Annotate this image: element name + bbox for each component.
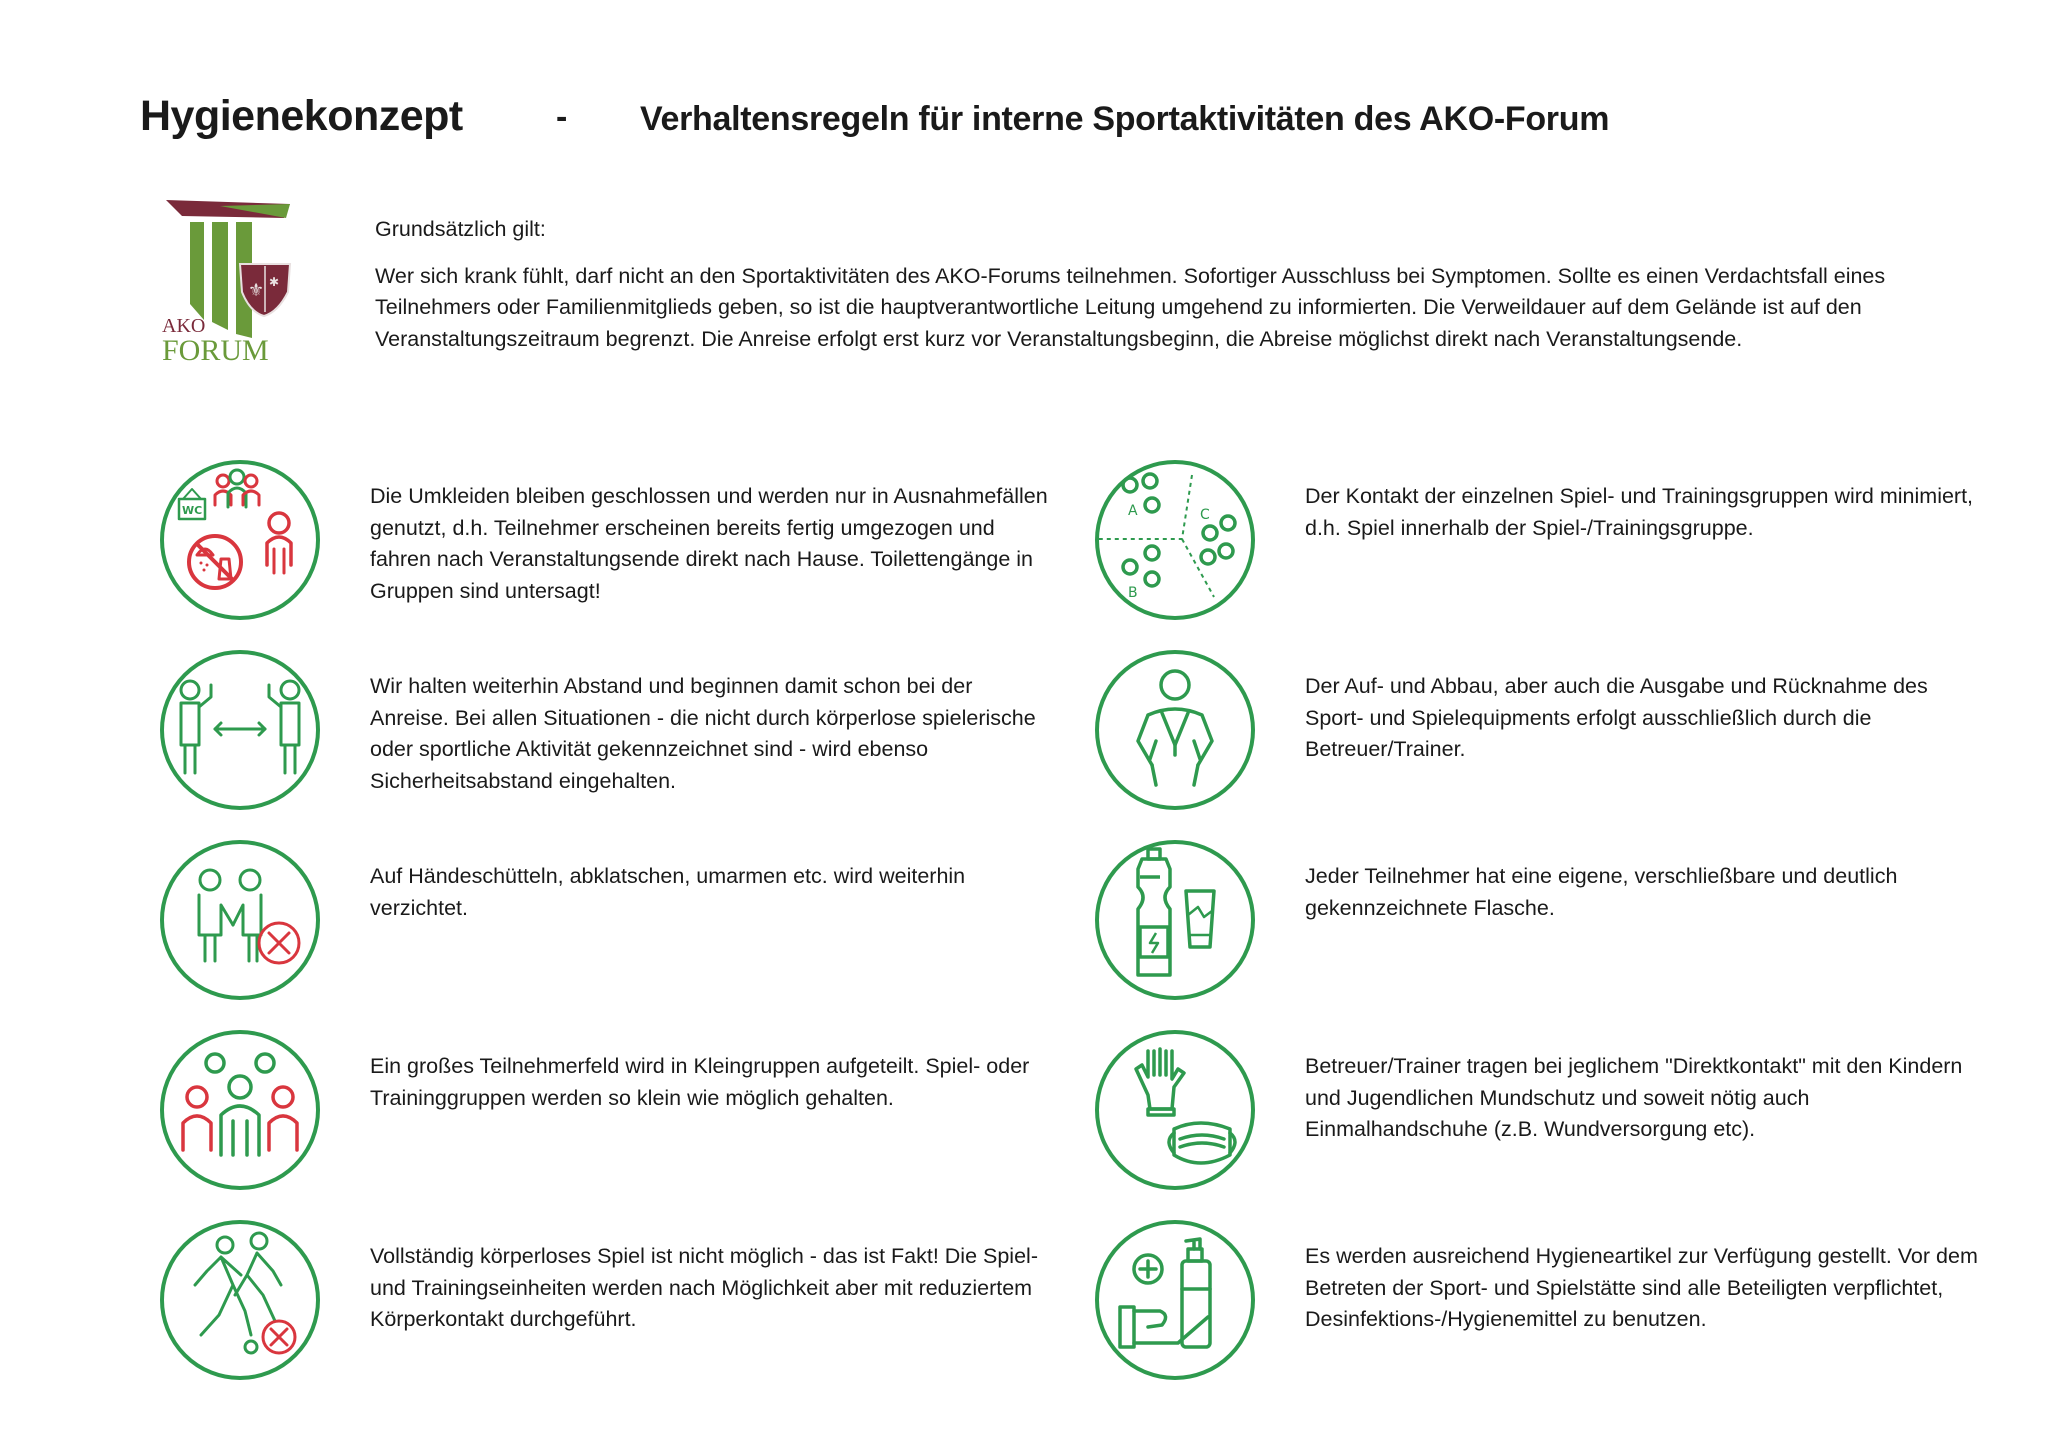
svg-text:⚜: ⚜ — [248, 280, 265, 301]
svg-text:A: A — [1128, 503, 1138, 519]
page-subtitle: Verhaltensregeln für interne Sportaktivitäten des AKO-Forum — [640, 100, 1610, 138]
rule-item — [1090, 1025, 1990, 1195]
trainer-icon — [1090, 645, 1260, 815]
rule-text: Der Kontakt der einzelnen Spiel- und Trainingsgruppen wird minimiert, d.h. Spiel innerhalb der Spiel-/Trainingsgruppe. — [1305, 484, 1974, 540]
rule-text: Auf Händeschütteln, abklatschen, umarmen etc. wird weiterhin verzichtet. — [370, 864, 966, 920]
disinfectant-icon — [1090, 1215, 1260, 1385]
rule-item — [155, 1215, 1055, 1385]
svg-text:C: C — [1200, 507, 1210, 523]
rule-item — [1090, 645, 1990, 815]
no-changing-rooms-icon — [155, 455, 325, 625]
rule-item — [1090, 835, 1990, 1005]
rule-text: Die Umkleiden bleiben geschlossen und werden nur in Ausnahmefällen genutzt, d.h. Teilnehmer erscheinen bereits fertig umgezogen und fahren nach Veranstaltungsende direkt nach Hause. Toilettengänge in Gruppen sind untersagt! — [370, 484, 1048, 603]
gloves-mask-icon — [1090, 1025, 1260, 1195]
rule-item — [155, 645, 1055, 815]
rule-item — [155, 835, 1055, 1005]
rule-item — [1090, 1215, 1990, 1385]
rule-text: Vollständig körperloses Spiel ist nicht möglich - das ist Fakt! Die Spiel- und Trainingseinheiten werden nach Möglichkeit aber mit reduziertem Körperkontakt durchgeführt. — [370, 1244, 1038, 1331]
rule-text: Jeder Teilnehmer hat eine eigene, verschließbare und deutlich gekennzeichnete Flasche. — [1305, 864, 1898, 920]
rule-text: Wir halten weiterhin Abstand und beginnen damit schon bei der Anreise. Bei allen Situationen - die nicht durch körperlose spielerische oder sportliche Aktivität gekennzeichnet sind - wird ebenso Sicherheitsabstand eingehalten. — [370, 674, 1036, 793]
own-bottle-icon — [1090, 835, 1260, 1005]
svg-text:B: B — [1128, 585, 1138, 601]
logo-text-ako: AKO — [162, 315, 206, 337]
intro-body: Wer sich krank fühlt, darf nicht an den Sportaktivitäten des AKO-Forums teilnehmen. Sofortiger Ausschluss bei Symptomen. Sollte es einen Verdachtsfall eines Teilnehmers oder Familienmitglieds geben, so ist die hauptverantwortliche Leitung umgehend zu informierten. Die Verweildauer auf dem Gelände ist auf den Veranstaltungszeitraum begrenzt. Die Anreise erfolgt erst kurz vor Veranstaltungsbeginn, die Abreise möglichst direkt nach Veranstaltungsende. — [375, 263, 1886, 351]
ako-forum-logo — [160, 200, 310, 365]
intro-lead: Grundsätzlich gilt: — [375, 217, 546, 241]
rule-text: Es werden ausreichend Hygieneartikel zur Verfügung gestellt. Vor dem Betreten der Sport- und Spielstätte sind alle Beteiligten verpflichtet, Desinfektions-/Hygienemittel zu benutzen. — [1305, 1244, 1978, 1331]
rule-text: Ein großes Teilnehmerfeld wird in Kleingruppen aufgeteilt. Spiel- oder Traininggruppen werden so klein wie möglich gehalten. — [370, 1054, 1030, 1110]
rule-text: Betreuer/Trainer tragen bei jeglichem "Direktkontakt" mit den Kindern und Jugendlichen Mundschutz und soweit nötig auch Einmalhandschuhe (z.B. Wundversorgung etc). — [1305, 1054, 1963, 1141]
rule-item — [155, 455, 1055, 625]
logo-text-forum: FORUM — [162, 334, 269, 365]
separate-groups-icon — [1090, 455, 1260, 625]
svg-text:WC: WC — [182, 504, 203, 517]
rule-text: Der Auf- und Abbau, aber auch die Ausgabe und Rücknahme des Sport- und Spielequipments erfolgt ausschließlich durch die Betreuer/Trainer. — [1305, 674, 1928, 761]
reduced-contact-play-icon — [155, 1215, 325, 1385]
logo-icon — [160, 200, 310, 365]
no-handshake-icon — [155, 835, 325, 1005]
rule-item — [155, 1025, 1055, 1195]
title-separator: - — [556, 98, 568, 136]
svg-text:✱: ✱ — [269, 275, 280, 289]
rule-item — [1090, 455, 1990, 625]
keep-distance-icon — [155, 645, 325, 815]
intro-section — [375, 214, 1975, 355]
small-groups-icon — [155, 1025, 325, 1195]
page-title: Hygienekonzept — [140, 92, 463, 140]
